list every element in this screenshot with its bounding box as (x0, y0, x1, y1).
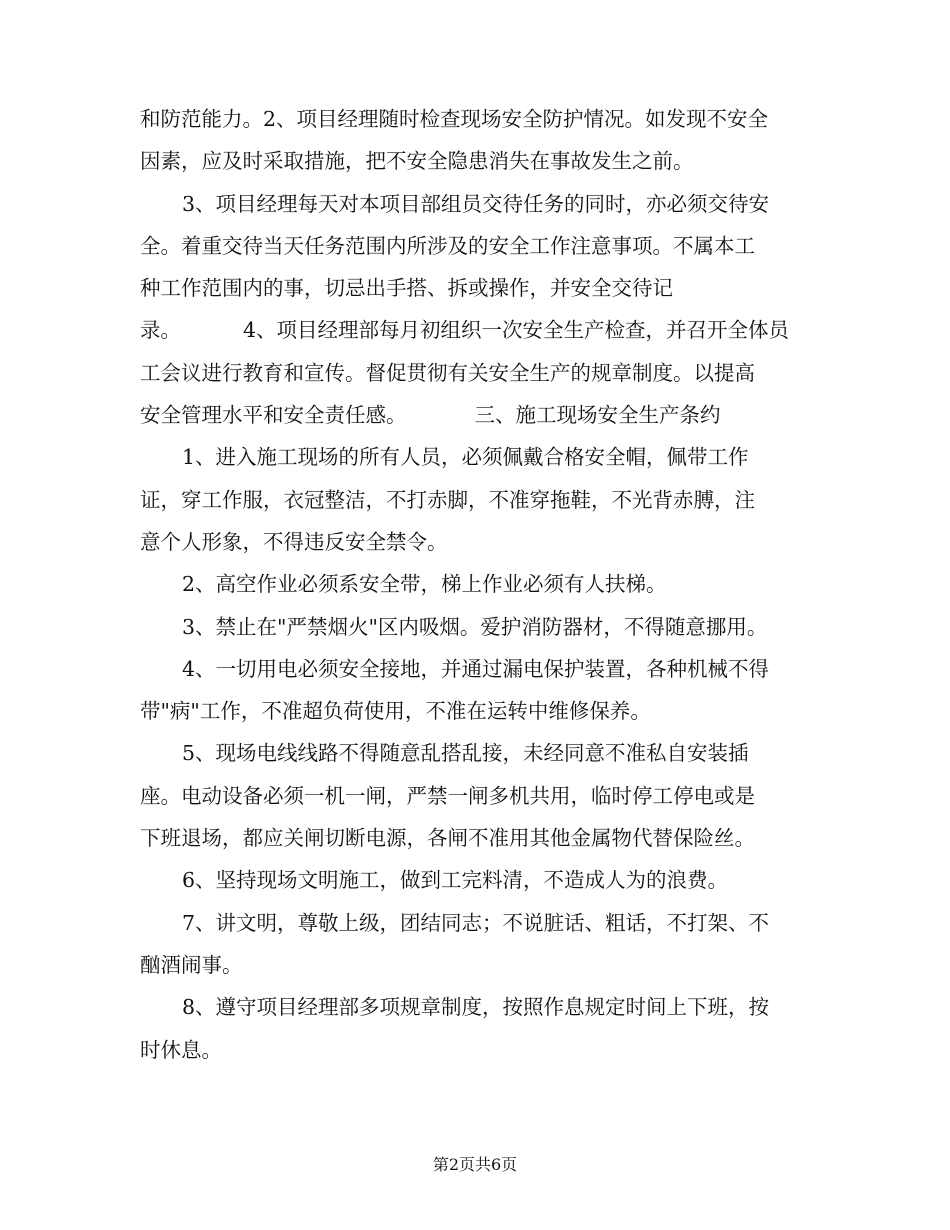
text-line-content: 6、坚持现场文明施工，做到工完料清，不造成人为的浪费。 (182, 868, 729, 893)
text-line (140, 521, 810, 563)
text-line (140, 690, 810, 732)
text-line-content: 因素，应及时采取措施，把不安全隐患消失在事故发生之前。 (140, 149, 694, 174)
text-line-content: 和防范能力。2、项目经理随时检查现场安全防护情况。如发现不安全 (140, 107, 769, 131)
text-line-content: 2、高空作业必须系安全带，梯上作业必须有人扶梯。 (182, 572, 667, 597)
text-line-content: 8、遵守项目经理部多项规章制度，按照作息规定时间上下班，按 (182, 995, 770, 1020)
text-line-content: 3、项目经理每天对本项目部组员交待任务的同时，亦必须交待安 (182, 191, 770, 216)
text-line-continuation: 三、施工现场安全生产条约 (474, 403, 721, 428)
text-line-content: 下班退场，都应关闸切断电源，各闸不准用其他金属物代替保险丝。 (140, 826, 755, 851)
page-number: 第2页共6页 (432, 1155, 518, 1174)
text-line-content: 1、进入施工现场的所有人员，必须佩戴合格安全帽，佩带工作 (182, 445, 749, 470)
text-line (140, 902, 810, 944)
document-body (140, 98, 810, 1071)
text-line-content: 意个人形象，不得违反安全禁令。 (140, 529, 448, 554)
text-line (140, 775, 810, 817)
text-line-content: 7、讲文明，尊敬上级，团结同志；不说脏话、粗话，不打架、不 (182, 910, 770, 935)
text-line-content: 种工作范围内的事，切忌出手搭、拆或操作，并安全交待记 (140, 276, 673, 301)
text-line-continuation: 4、项目经理部每月初组织一次安全生产检查，并召开全体员 (243, 318, 790, 343)
text-line (140, 563, 810, 605)
text-line (140, 648, 810, 690)
text-line (140, 436, 810, 478)
text-line-content: 5、现场电线线路不得随意乱搭乱接，未经同意不准私自安装插 (182, 741, 749, 766)
text-line (140, 352, 810, 394)
text-line-content: 时休息。 (140, 1037, 222, 1062)
text-line-content: 工会议进行教育和宣传。督促贯彻有关安全生产的规章制度。以提高 (140, 360, 755, 385)
text-line (140, 309, 810, 351)
text-line (140, 859, 810, 901)
text-line (140, 98, 810, 140)
text-line-content: 全。着重交待当天任务范围内所涉及的安全工作注意事项。不属本工 (140, 233, 755, 258)
text-line-content: 证，穿工作服，衣冠整洁，不打赤脚，不准穿拖鞋，不光背赤膊，注 (140, 487, 755, 512)
text-line-content: 4、一切用电必须安全接地，并通过漏电保护装置，各种机械不得 (182, 656, 770, 681)
text-line (140, 944, 810, 986)
text-line (140, 183, 810, 225)
text-line-content: 录。 (140, 318, 181, 343)
text-line-content: 座。电动设备必须一机一闸，严禁一闸多机共用，临时停工停电或是 (140, 783, 755, 808)
text-line (140, 817, 810, 859)
text-line-content: 酗酒闹事。 (140, 952, 243, 977)
text-line-content: 带"病"工作，不准超负荷使用，不准在运转中维修保养。 (140, 699, 651, 724)
text-line (140, 394, 810, 436)
text-line (140, 140, 810, 182)
text-line (140, 479, 810, 521)
text-line (140, 606, 810, 648)
text-line (140, 1029, 810, 1071)
text-line-content: 3、禁止在"严禁烟火"区内吸烟。爱护消防器材，不得随意挪用。 (182, 614, 768, 639)
text-line (140, 225, 810, 267)
text-line (140, 267, 810, 309)
text-line (140, 732, 810, 774)
text-line (140, 986, 810, 1028)
text-line-content: 安全管理水平和安全责任感。 (140, 403, 407, 428)
